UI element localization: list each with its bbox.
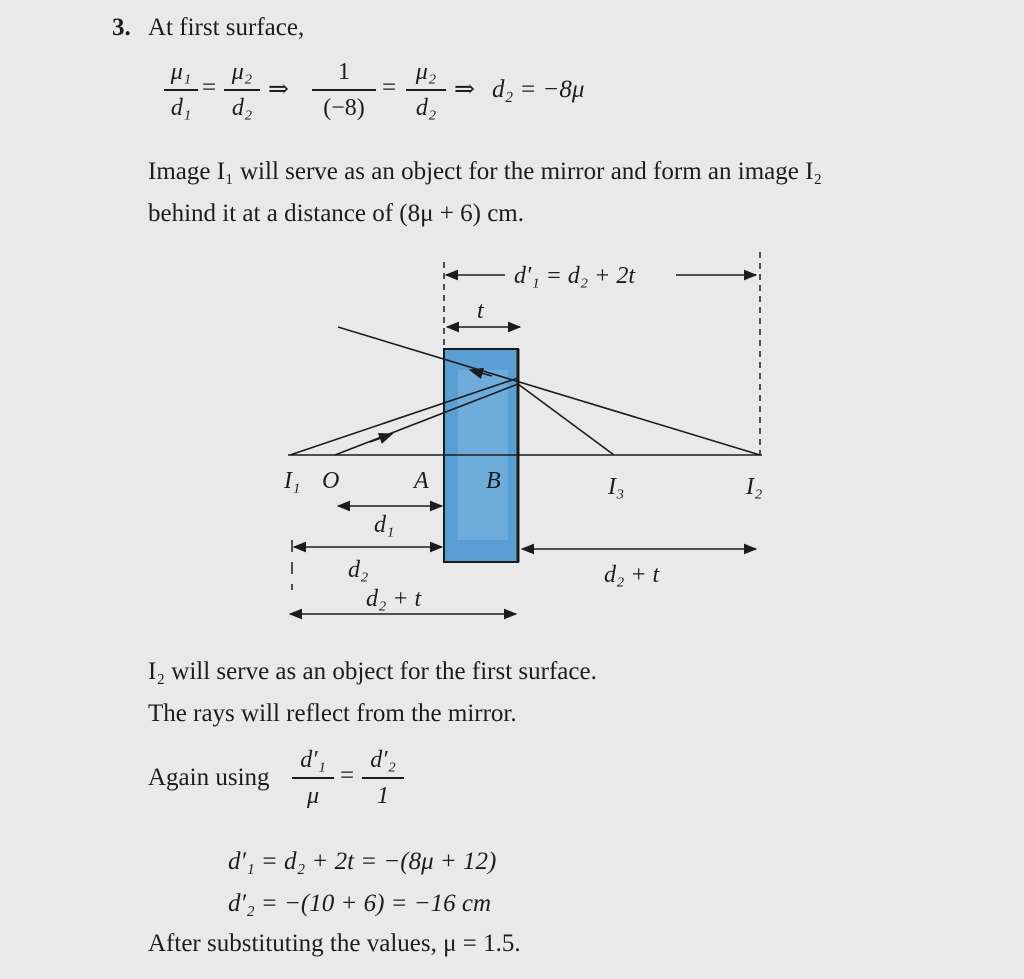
numerator: d′₁ — [300, 747, 326, 773]
numerator: 1 — [338, 59, 350, 85]
label-i2: I₂ — [746, 474, 763, 500]
problem-heading: At first surface, — [148, 14, 305, 41]
t-label: t — [477, 298, 484, 324]
problem-number: 3. — [112, 14, 131, 41]
numerator: d′₂ — [370, 747, 396, 773]
ray-reflected-to-i3 — [518, 384, 614, 455]
numerator: μ₂ — [415, 59, 437, 85]
denominator: d₁ — [170, 95, 192, 121]
d2-label: d₂ — [348, 557, 369, 583]
fraction-d1prime-mu — [292, 746, 334, 810]
paragraph-object-line2: The rays will reflect from the mirror. — [148, 700, 517, 727]
equals-sign: = — [340, 762, 355, 789]
equation-d2prime: d′₂ = −(10 + 6) = −16 cm — [228, 890, 492, 917]
numerator: μ₁ — [170, 59, 192, 85]
ray-arrow-up — [370, 434, 392, 442]
label-b: B — [486, 468, 501, 494]
d1-label: d₁ — [374, 512, 395, 538]
denominator: d₂ — [231, 95, 253, 121]
denominator: 1 — [377, 783, 389, 809]
paragraph-image-line1: Image I₁ will serve as an object for the mirror and form an image I₂ — [148, 158, 823, 185]
implies-arrow: ⇒ — [454, 76, 475, 103]
equals-sign: = — [202, 74, 217, 101]
equals-sign: = — [382, 74, 397, 101]
label-o: O — [322, 468, 340, 494]
ray-incident-top — [338, 327, 760, 455]
numerator: μ₂ — [231, 59, 253, 85]
label-i1: I₁ — [284, 468, 301, 494]
paragraph-object-line1: I₂ will serve as an object for the first surface. — [148, 658, 597, 685]
again-using-text: Again using — [148, 764, 270, 791]
final-result: After substituting the values, μ = 1.5. — [148, 930, 521, 957]
denominator: d₂ — [415, 95, 437, 121]
implies-arrow: ⇒ — [268, 76, 289, 103]
d2t-right-label: d₂ + t — [604, 562, 660, 588]
label-a: A — [414, 468, 429, 494]
d2t-left-label: d₂ + t — [366, 586, 422, 612]
denominator: (−8) — [323, 95, 365, 121]
paragraph-image-line2: behind it at a distance of (8μ + 6) cm. — [148, 200, 525, 227]
denominator: μ — [306, 783, 320, 809]
label-i3: I₃ — [608, 474, 625, 500]
equation-d1prime: d′₁ = d₂ + 2t = −(8μ + 12) — [228, 848, 497, 875]
d2-result: d₂ = −8μ — [492, 76, 585, 103]
d1prime-label: d′₁ = d₂ + 2t — [514, 263, 635, 289]
fraction-d2prime-1 — [362, 746, 404, 810]
